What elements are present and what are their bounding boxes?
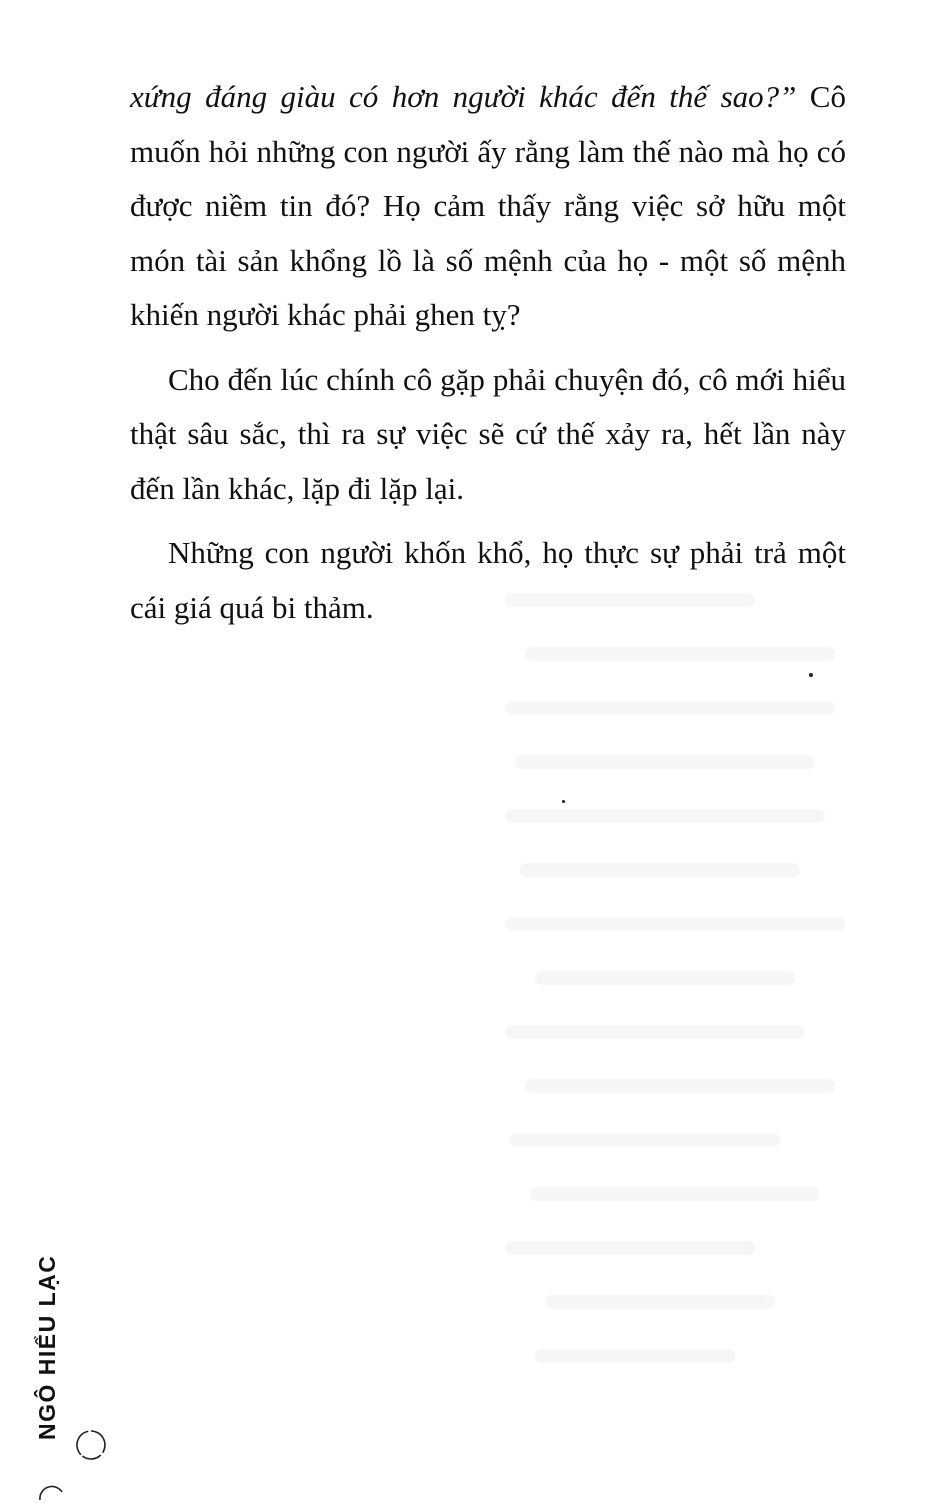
paragraph-1-text: Cô muốn hỏi những con người ấy rằng làm thế nào mà họ có được niềm tin đó? Họ cảm thấy rằng việc sở hữu một món tài sản khổng lồ là số mệnh của họ - một số mệnh khiến người khác phải ghen tỵ? (130, 79, 846, 332)
paragraph-1 (130, 70, 846, 343)
body-text (130, 70, 846, 645)
paragraph-3: Những con người khốn khổ, họ thực sự phải trả một cái giá quá bi thảm. (130, 535, 846, 625)
ink-speck (809, 673, 813, 677)
paragraph-2: Cho đến lúc chính cô gặp phải chuyện đó, cô mới hiểu thật sâu sắc, thì ra sự việc sẽ cứ thế xảy ra, hết lần này đến lần khác, lặp đi lặp lại. (130, 361, 846, 506)
ink-speck (562, 800, 565, 803)
author-name: NGÔ HIỂU LẠC (34, 1254, 60, 1440)
show-through-texture (505, 585, 865, 1485)
italic-quote: xứng đáng giàu có hơn người khác đến thế sao?” (130, 79, 797, 114)
author-running-head (34, 1254, 74, 1444)
arc-ornament-icon (36, 1474, 66, 1500)
circle-ornament-icon (74, 1428, 108, 1462)
